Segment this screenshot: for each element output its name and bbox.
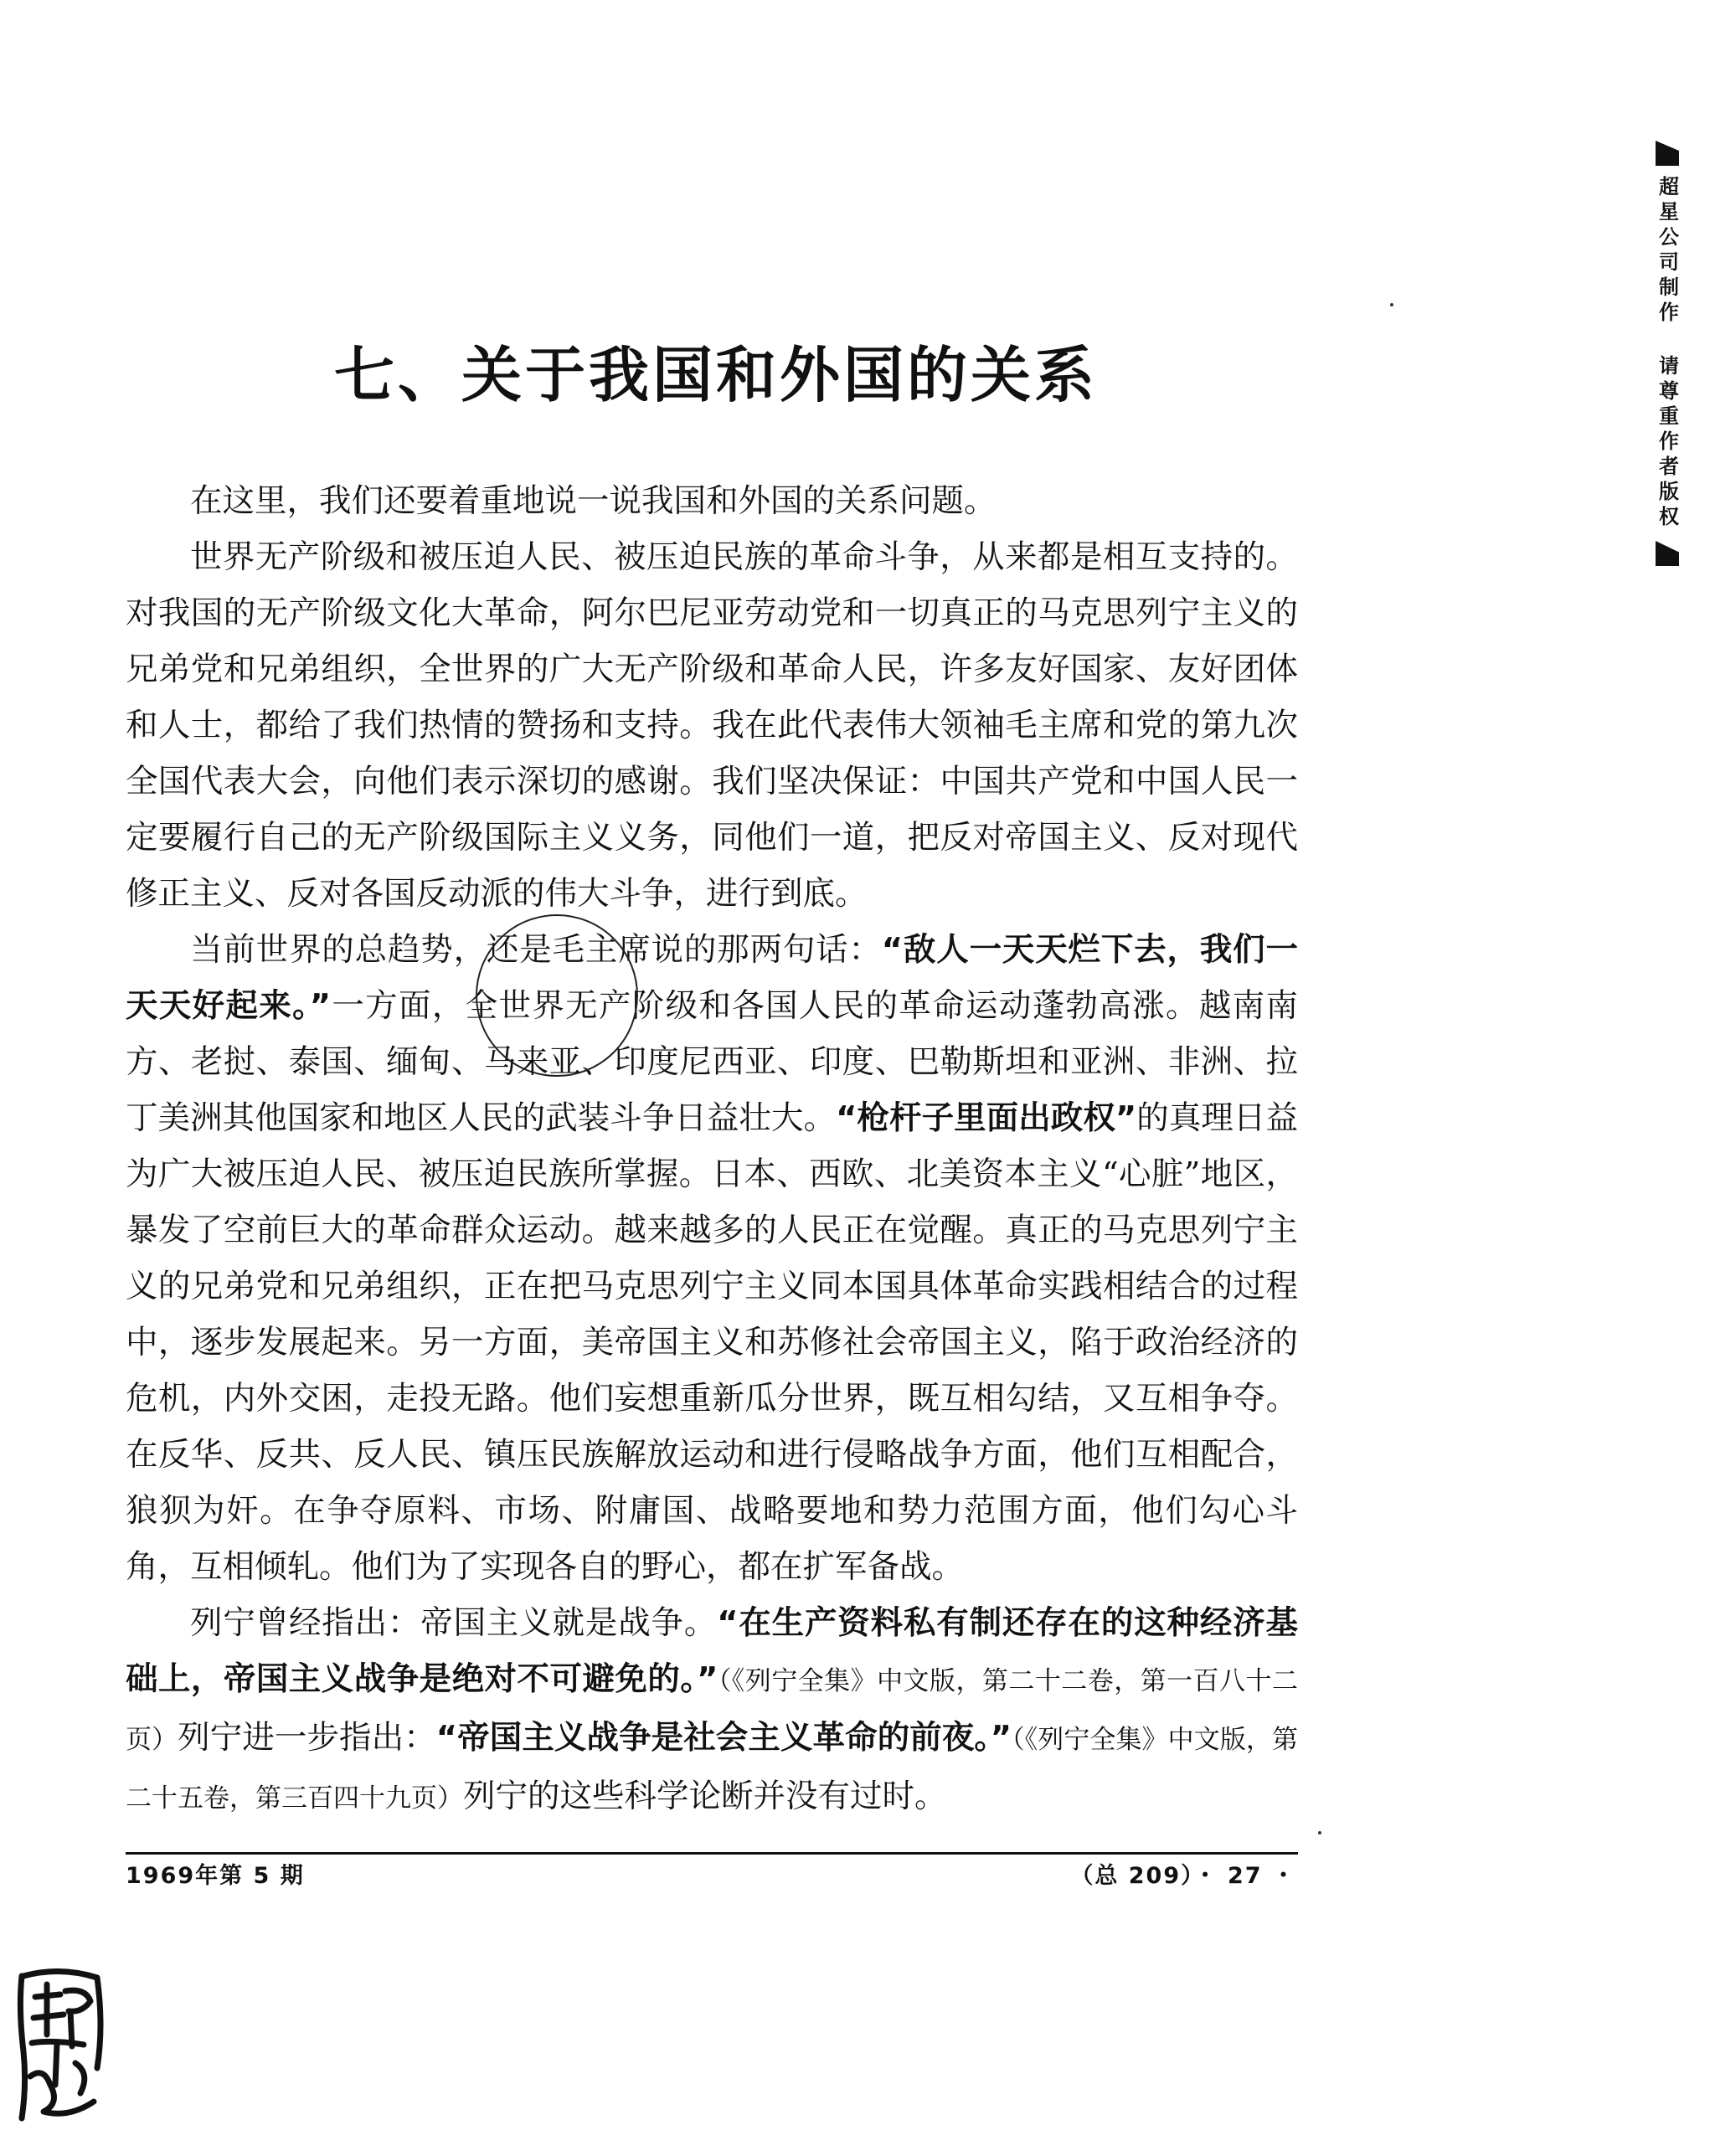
paragraph-4-quote-2: “帝国主义战争是社会主义革命的前夜。” (435, 1719, 1012, 1757)
paragraph-4-citation-1: （《列宁全集》中文版，第二十二卷，第一百八十二页） (126, 1666, 1298, 1755)
paragraph-2 (126, 529, 1298, 922)
paragraph-3-run-5: 的真理日益为广大被压迫人民、被压迫民族所掌握。日本、西欧、北美资本主义“心脏”地区，暴发了空前巨大的革命群众运动。越来越多的人民正在觉醒。真正的马克思列宁主义的兄弟党和兄弟组织，正在把马克思列宁主义同本国具体革命实践相结合的过程中，逐步发展起来。另一方面，美帝国主义和苏修社会帝国主义，陷于政治经济的危机，内外交困，走投无路。他们妄想重新瓜分世界，既互相勾结，又互相争夺。在反华、反共、反人民、镇压民族解放运动和进行侵略战争方面，他们互相配合，狼狈为奸。在争夺原料、市场、附庸国、战略要地和势力范围方面，他们勾心斗角，互相倾轧。他们为了实现各自的野心，都在扩军备战。 (126, 1099, 1298, 1586)
paragraph-3-quote-2: “枪杆子里面出政权” (836, 1099, 1137, 1137)
paragraph-3 (126, 922, 1298, 1595)
paragraph-3-run-3: 一方面，全世界无产阶级和各国人民的革命运动蓬勃高涨。越南南方、老挝、泰国、缅甸、马来亚、印度尼西亚、印度、巴勒斯坦和亚洲、非洲、拉丁美洲其他国家和地区人民的武装斗争日益壮大。 (126, 987, 1298, 1137)
paragraph-3-run-1: 当前世界的总趋势，还是毛主席说的那两句话： (190, 931, 882, 969)
footer-rule (126, 1852, 1298, 1855)
paragraph-1-run-1: 在这里，我们还要着重地说一说我国和外国的关系问题。 (190, 482, 997, 520)
seal-stroke (20, 1976, 24, 2118)
side-notice-bottom-bar (1656, 541, 1679, 566)
seal-stamp-icon (10, 1959, 109, 2127)
paragraph-4-citation-2: （《列宁全集》中文版，第二十五卷，第三百四十九页） (126, 1725, 1298, 1814)
scan-speck (1390, 303, 1393, 306)
paragraph-4-run-1: 列宁曾经指出：帝国主义就是战争。 (190, 1604, 718, 1642)
paragraph-3-quote-1: “敌人一天天烂下去，我们一天天好起来。” (126, 931, 1298, 1025)
footer-issue: 1969年第 5 期 (126, 1863, 305, 1889)
seal-stroke (33, 1984, 64, 2035)
scan-speck (1318, 1831, 1321, 1834)
paragraph-4-run-7: 列宁的这些科学论断并没有过时。 (463, 1778, 947, 1815)
seal-stroke (75, 2063, 85, 2093)
paragraph-4 (126, 1595, 1298, 1827)
section-title: 七、关于我国和外国的关系 (333, 340, 1098, 410)
hand-drawn-circle-mark (476, 914, 638, 1077)
seal-stroke (65, 1990, 90, 2046)
paragraph-4-run-4: 列宁进一步指出： (178, 1719, 436, 1757)
paragraph-1 (126, 473, 1298, 529)
side-notice-top-bar (1656, 141, 1679, 166)
paragraph-2-run-1: 世界无产阶级和被压迫人民、被压迫民族的革命斗争，从来都是相互支持的。对我国的无产阶级文化大革命，阿尔巴尼亚劳动党和一切真正的马克思列宁主义的兄弟党和兄弟组织，全世界的广大无产阶级和革命人民，许多友好国家、友好团体和人士，都给了我们热情的赞扬和支持。我在此代表伟大领袖毛主席和党的第九次全国代表大会，向他们表示深切的感谢。我们坚决保证：中国共产党和中国人民一定要履行自己的无产阶级国际主义义务，同他们一道，把反对帝国主义、反对现代修正主义、反对各国反动派的伟大斗争，进行到底。 (126, 538, 1298, 913)
footer-page-number: （总 209）・ 27 ・ (1070, 1863, 1296, 1889)
paragraph-4-quote-1: “在生产资料私有制还存在的这种经济基础上，帝国主义战争是绝对不可避免的。” (126, 1604, 1298, 1698)
side-copyright-notice (1648, 141, 1687, 566)
side-notice-text: 超星公司制作 请尊重作者版权 (1655, 176, 1679, 531)
body-text (126, 473, 1298, 1827)
